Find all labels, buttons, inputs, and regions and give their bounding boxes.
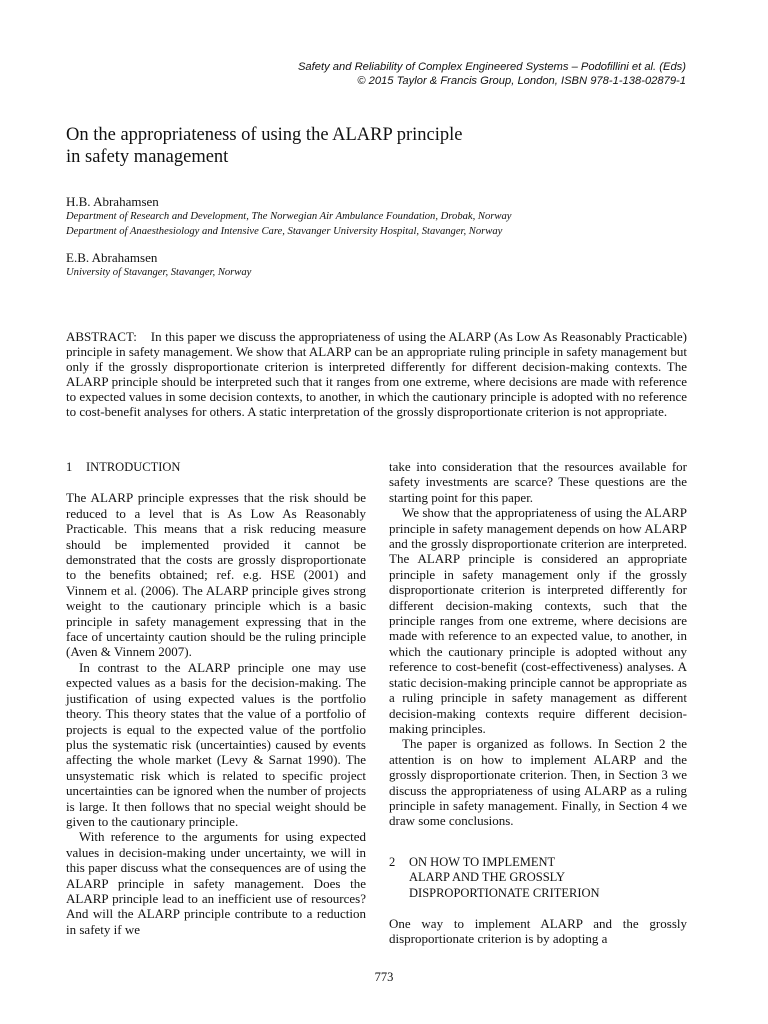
header-line-1: Safety and Reliability of Complex Engineered Systems – Podofillini et al. (Eds) (297, 61, 686, 73)
abstract-text: In this paper we discuss the appropriateness of using the ALARP (As Low As Reasonably Practicable) principle in safety management. We show that ALARP can be an appropriate ruling principle in safety management but only if the grossly disproportionate criterion is interpreted differently for different decision-making contexts. The ALARP principle should be interpreted such that it ranges from one extreme, where decisions are made with reference to expected values in some decision contexts, to another, in which the cautionary principle is adopted with no reference to cost-benefit analyses for others. A static interpretation of the grossly disproportionate criterion is not appropriate. (66, 329, 687, 420)
header-line-2: © 2015 Taylor & Francis Group, London, ISBN 978-1-138-02879-1 (357, 75, 686, 87)
section-2-title-line-2: ALARP AND THE GROSSLY (409, 870, 566, 885)
section-1-paragraph-3: With reference to the arguments for using expected values in decision-making under uncertainty, we will in this paper discuss what the consequences are of using the ALARP principle in safety management. Does the ALARP principle lead to an inefficient use of resources? And will the ALARP principle contribute to a reduction in safety if we (66, 829, 366, 937)
section-2-paragraph-1: One way to implement ALARP and the grossly disproportionate criterion is by adopting a (389, 915, 687, 947)
section-1-title: INTRODUCTION (86, 460, 181, 474)
page-number: 773 (374, 970, 394, 984)
author-1-affiliation-1: Department of Research and Development, The Norwegian Air Ambulance Foundation, Drobak, Norway (66, 211, 512, 222)
column-2-paragraph-3: The paper is organized as follows. In Section 2 the attention is on how to implement ALARP and the grossly disproportionate criterion. Then, in Section 3 we discuss the appropriateness of using ALARP as a ruling principle in safety management. Finally, in Section 4 we draw some conclusions. (389, 736, 687, 829)
section-2-title-line-1: ON HOW TO IMPLEMENT (409, 854, 556, 869)
author-1-affiliation-2: Department of Anaesthesiology and Intensive Care, Stavanger University Hospital, Stavanger, Norway (66, 225, 503, 237)
section-1-heading (66, 460, 366, 475)
title-line-2: in safety management (66, 147, 229, 167)
title-line-1: On the appropriateness of using the ALARP principle (66, 125, 463, 145)
author-1-name: H.B. Abrahamsen (66, 194, 159, 209)
right-column (389, 459, 687, 947)
running-header (298, 60, 686, 88)
left-column (66, 460, 366, 937)
abstract-label: ABSTRACT: (66, 329, 137, 344)
abstract (66, 329, 687, 420)
section-1-paragraph-1: The ALARP principle expresses that the risk should be reduced to a level that is As Low As Reasonably Practicable. This means that a risk reducing measure should be implemented provided it cannot be demonstrated that the costs are grossly disproportionate to the benefits obtained; ref. e.g. HSE (2001) and Vinnem et al. (2006). The ALARP principle gives strong weight to the cautionary principle which is a basic principle in safety management expressing that in the face of uncertainty caution should be the ruling principle (Aven & Vinnem 2007). (66, 490, 366, 660)
column-2-paragraph-1: take into consideration that the resources available for safety investments are scarce? These questions are the starting point for this paper. (389, 459, 687, 505)
author-2-name: E.B. Abrahamsen (66, 250, 158, 265)
section-2-heading (389, 855, 687, 901)
section-2-title-line-3: DISPROPORTIONATE CRITERION (409, 885, 600, 900)
section-1-paragraph-2: In contrast to the ALARP principle one may use expected values as a basis for the decision-making. The justification of using expected values is the portfolio theory. This theory states that the value of a portfolio of projects is equal to the expected value of the portfolio plus the systematic risk (uncertainties) caused by events affecting the whole market (Levy & Sarnat 1990). The unsystematic risk which is related to specific project uncertainties can be ignored when the number of projects is large. It then follows that no special weight should be given to the cautionary principle. (66, 659, 366, 829)
paper-title (66, 124, 686, 168)
section-2-number: 2 (389, 854, 396, 869)
author-2-affiliation: University of Stavanger, Stavanger, Norway (66, 267, 252, 278)
section-1-number: 1 (66, 460, 73, 474)
author-1-affiliations (66, 210, 511, 239)
column-2-paragraph-2: We show that the appropriateness of using the ALARP principle in safety management depends on how ALARP and the grossly disproportionate criterion are interpreted. The ALARP principle is considered an appropriate principle in safety management only if the grossly disproportionate criterion is interpreted differently for different decision-making contexts, such that the principle ranges from one extreme, where decisions are made with reference to an expected value, to another, in which the cautionary principle is adopted without any reference to cost-benefit (cost-effectiveness) analyses. A static decision-making principle cannot be appropriate as a ruling principle in safety management as different decision-making contexts require different decision-making principles. (389, 505, 687, 736)
